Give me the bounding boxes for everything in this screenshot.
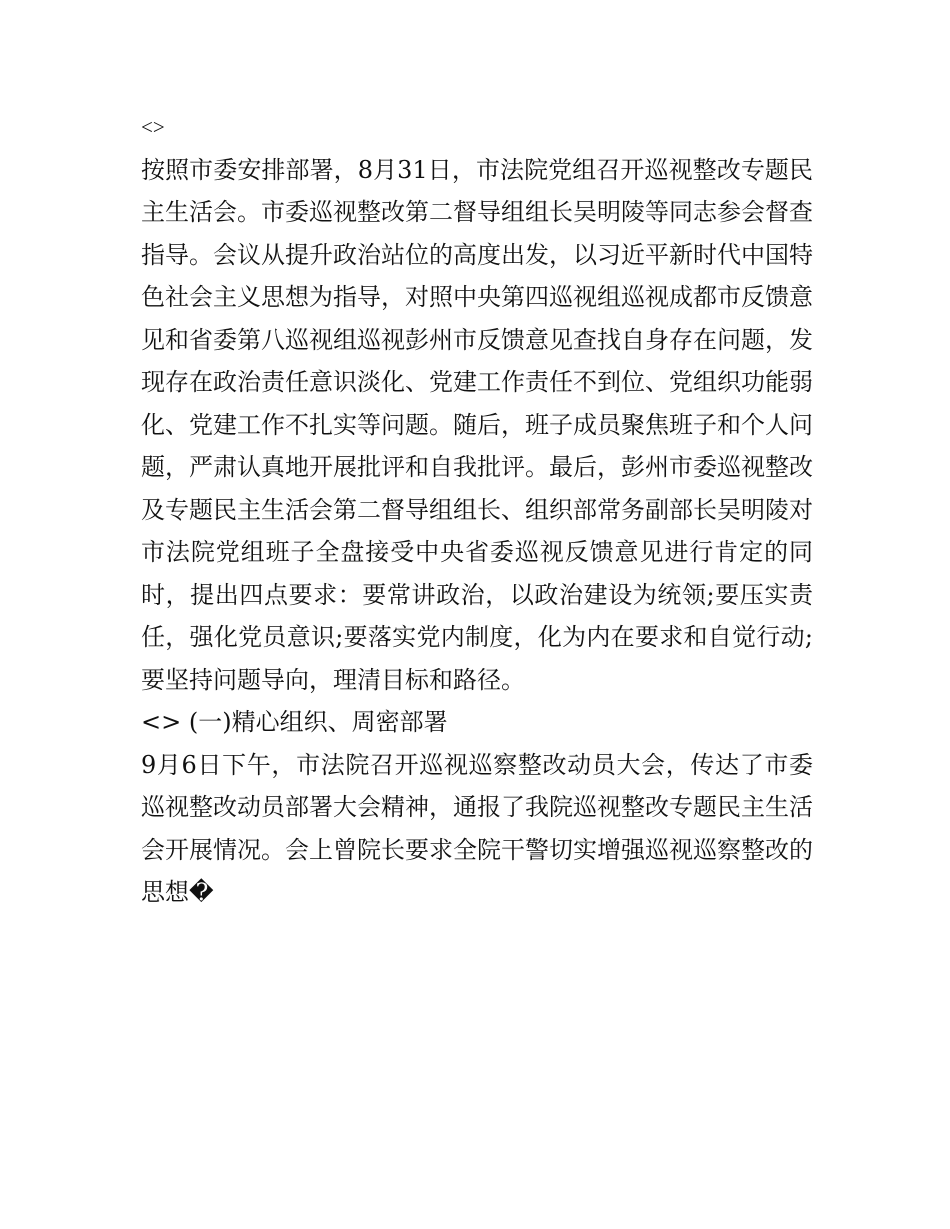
paragraph-mobilization-meeting: 9月6日下午，市法院召开巡视巡察整改动员大会，传达了市委巡视整改动员部署大会精神，通报了我院巡视整改专题民主生活会开展情况。会上曾院长要求全院干警切实增强巡视巡察整改的思想� (141, 750, 813, 906)
section-heading: <> (一)精心组织、周密部署 (141, 708, 448, 736)
paragraph-meeting-summary: 按照市委安排部署，8月31日，市法院党组召开巡视整改专题民主生活会。市委巡视整改第二督导组组长吴明陵等同志参会督查指导。会议从提升政治站位的高度出发，以习近平新时代中国特色社会主义思想为指导，对照中央第四巡视组巡视成都市反馈意见和省委第八巡视组巡视彭州市反馈意见查找自身存在问题，发现存在政治责任意识淡化、党建工作责任不到位、党组织功能弱化、党建工作不扎实等问题。随后，班子成员聚焦班子和个人问题，严肃认真地开展批评和自我批评。最后，彭州市委巡视整改及专题民主生活会第二督导组组长、组织部常务副部长吴明陵对市法院党组班子全盘接受中央省委巡视反馈意见进行肯定的同时，提出四点要求：要常讲政治，以政治建设为统领;要压实责任，强化党员意识;要落实党内制度，化为内在要求和自觉行动;要坚持问题导向，理清目标和路径。 (141, 155, 813, 694)
section-marker: <> (141, 115, 165, 139)
document-body (141, 106, 813, 914)
